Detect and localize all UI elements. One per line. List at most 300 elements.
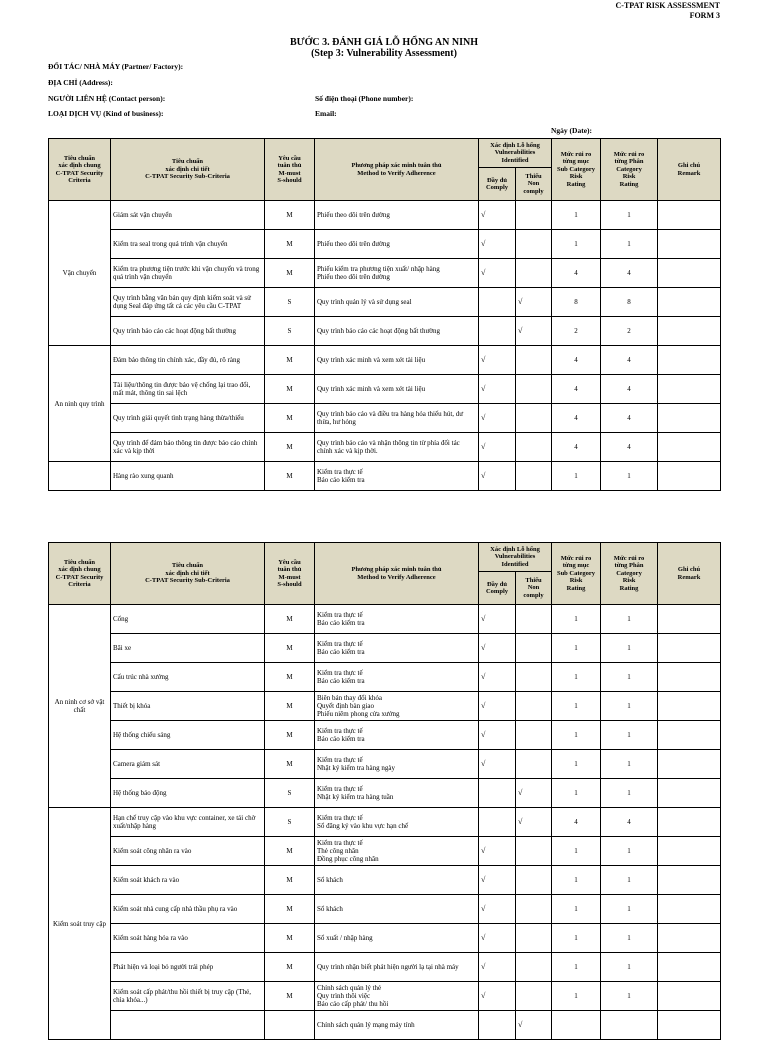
columns.sub_rating-line: Mức rủi ro <box>560 150 592 158</box>
method-cell <box>315 663 479 692</box>
comply-check-cell: √ <box>479 346 516 375</box>
col-comply-header <box>479 168 516 201</box>
table2.0.rows.4.method-line: Kiểm tra thực tế <box>317 727 363 735</box>
remark-cell <box>658 866 721 895</box>
columns.cat_rating-line: Risk <box>622 577 636 585</box>
comply-check-cell: √ <box>479 404 516 433</box>
columns.remark-line: Ghi chú <box>677 162 701 169</box>
table2.1.rows.1.method-line: Đồng phục công nhân <box>317 855 379 863</box>
table2.1.rows.3.sub-line: Kiểm soát nhà cung cấp nhà thầu phụ ra vào <box>113 905 238 913</box>
noncomply-check-cell <box>516 924 552 953</box>
method-cell <box>315 605 479 634</box>
remark-cell <box>658 779 721 808</box>
date-field-label: Ngày (Date): <box>551 126 593 135</box>
table2.0.rows.0.sub-line: Cổng <box>113 615 129 623</box>
columns.criteria-line: Criteria <box>68 581 91 588</box>
columns.cat_rating-line: Rating <box>619 180 639 188</box>
comply-check-cell: √ <box>479 433 516 462</box>
sub-rating-cell: 1 <box>552 982 601 1011</box>
subcriteria-cell <box>111 692 265 721</box>
sub-rating-cell: 1 <box>552 837 601 866</box>
columns.criteria-line: C-TPAT Security <box>55 169 104 177</box>
subcriteria-cell <box>111 634 265 663</box>
col-method-header <box>315 139 479 201</box>
columns.cat_rating-line: Rating <box>619 584 639 592</box>
table2.0.rows.0.method-line: Kiểm tra thực tế <box>317 611 363 619</box>
comply-check-cell: √ <box>479 866 516 895</box>
table-row <box>49 837 721 866</box>
form-header-title: C-TPAT RISK ASSESSMENT <box>615 1 720 10</box>
method-cell <box>315 837 479 866</box>
table1.1.rows.0.sub-line: Đảm bảo thông tin chính xác, đầy đủ, rõ ràng <box>113 356 240 364</box>
page-title-en: (Step 3: Vulnerability Assessment) <box>311 48 457 59</box>
method-cell <box>315 634 479 663</box>
table2.1.rows.7.method-line: Chính sách quản lý mạng máy tính <box>317 1021 415 1029</box>
table1.1.rows.3.sub-line: Quy trình để đảm bảo thông tin được báo cáo chính <box>113 439 258 447</box>
col-method-header <box>315 543 479 605</box>
method-cell <box>315 779 479 808</box>
comply-check-cell: √ <box>479 259 516 288</box>
table2.0.rows.3.method-line: Phiếu niêm phong cửa xưởng <box>317 710 400 718</box>
subcriteria-cell <box>111 605 265 634</box>
col-noncomply-header <box>516 168 552 201</box>
columns.criteria-line: Tiêu chuẩn <box>63 558 96 566</box>
noncomply-check-cell: √ <box>516 288 552 317</box>
subcriteria-cell <box>111 433 265 462</box>
columns.cat_rating-line: từng Phân <box>614 562 644 570</box>
table-row <box>49 779 721 808</box>
columns.vuln-line: Xác định Lỗ hổng <box>490 545 540 553</box>
sub-rating-cell <box>552 1011 601 1040</box>
category-rating-cell: 1 <box>601 866 658 895</box>
columns.sub_rating-line: từng mục <box>562 158 590 166</box>
category-rating-cell: 1 <box>601 982 658 1011</box>
col-noncomply-header <box>516 572 552 605</box>
columns.sub_rating-line: Risk <box>569 577 583 585</box>
comply-check-cell: √ <box>479 663 516 692</box>
category-rating-cell <box>601 1011 658 1040</box>
table1.0.rows.0.method-line: Phiếu theo dõi trên đường <box>317 211 390 219</box>
method-cell <box>315 259 479 288</box>
requirement-cell: M <box>265 230 315 259</box>
columns.cat_rating-line: Risk <box>622 173 636 181</box>
columns.sub-line: xác định chi tiết <box>165 165 210 173</box>
table2.1.rows.6.sub-line: chìa khóa...) <box>113 996 148 1004</box>
table1.1.rows.3.sub-line: xác và kịp thời <box>113 447 155 455</box>
method-cell <box>315 895 479 924</box>
table-row <box>49 605 721 634</box>
remark-cell <box>658 462 721 491</box>
method-cell <box>315 317 479 346</box>
requirement-cell: M <box>265 259 315 288</box>
criteria-group-cell: An ninh cơ sở vật chất <box>49 605 111 808</box>
sub-rating-cell: 1 <box>552 462 601 491</box>
table-row <box>49 721 721 750</box>
method-cell <box>315 433 479 462</box>
subcriteria-cell <box>111 895 265 924</box>
table-row <box>49 634 721 663</box>
table-row <box>49 375 721 404</box>
category-rating-cell: 4 <box>601 808 658 837</box>
table1.0.rows.2.sub-line: Kiểm tra phương tiện trước khi vận chuyển và trong <box>113 265 260 273</box>
table-row <box>49 924 721 953</box>
table2.1.rows.1.sub-line: Kiểm soát công nhân ra vào <box>113 847 192 855</box>
table2.0.rows.6.method-line: Kiểm tra thực tế <box>317 785 363 793</box>
category-rating-cell: 1 <box>601 605 658 634</box>
table-row <box>49 259 721 288</box>
subcriteria-cell <box>111 346 265 375</box>
col-subcriteria-header <box>111 543 265 605</box>
remark-cell <box>658 433 721 462</box>
columns.noncomply-line: Thiếu <box>525 172 542 180</box>
table1.0.rows.4.method-line: Quy trình báo cáo các hoạt động bất thường <box>317 327 440 335</box>
table1.0.rows.2.sub-line: quá trình vận chuyển <box>113 273 172 281</box>
columns.cat_rating-line: Category <box>616 165 642 173</box>
method-cell <box>315 721 479 750</box>
requirement-cell: M <box>265 866 315 895</box>
table2.0.rows.3.method-line: Quyết định bàn giao <box>317 702 374 710</box>
remark-cell <box>658 259 721 288</box>
remark-cell <box>658 605 721 634</box>
table1.1.rows.2.method-line: thừa, hư hỏng <box>317 418 356 426</box>
remark-cell <box>658 634 721 663</box>
noncomply-check-cell <box>516 982 552 1011</box>
noncomply-check-cell <box>516 692 552 721</box>
noncomply-check-cell <box>516 605 552 634</box>
requirement-cell: M <box>265 953 315 982</box>
form-header <box>616 1 720 21</box>
columns.comply-line: Đầy đủ <box>486 176 508 184</box>
method-cell <box>315 346 479 375</box>
table-row <box>49 808 721 837</box>
category-rating-cell: 4 <box>601 404 658 433</box>
columns.remark-line: Remark <box>677 573 701 581</box>
columns.sub_rating-line: Sub Category <box>556 165 596 173</box>
remark-cell <box>658 721 721 750</box>
columns.method-line: Method to Verify Adherence <box>357 573 436 581</box>
subcriteria-cell <box>111 721 265 750</box>
subcriteria-cell <box>111 779 265 808</box>
col-category-rating-header <box>601 139 658 201</box>
columns.sub-line: C-TPAT Security Sub-Criteria <box>145 577 230 585</box>
columns.method-line: Phương pháp xác minh tuân thủ <box>351 162 442 169</box>
comply-check-cell <box>479 808 516 837</box>
sub-rating-cell: 4 <box>552 404 601 433</box>
noncomply-check-cell <box>516 230 552 259</box>
requirement-cell: M <box>265 982 315 1011</box>
category-rating-cell: 4 <box>601 346 658 375</box>
table1.1.rows.2.sub-line: Quy trình giải quyết tình trạng hàng thừa/thiếu <box>113 414 244 422</box>
table1.0.rows.2.method-line: Phiếu kiểm tra phương tiện xuất/ nhập hàng <box>317 265 440 273</box>
remark-cell <box>658 404 721 433</box>
columns.noncomply-line: comply <box>523 591 544 599</box>
requirement-cell: M <box>265 404 315 433</box>
criteria-group-cell: Kiểm soát truy cập <box>49 808 111 1040</box>
table2.1.rows.3.method-line: Sổ khách <box>317 905 343 913</box>
columns.cat_rating-line: Mức rủi ro <box>613 554 645 562</box>
noncomply-check-cell <box>516 721 552 750</box>
method-cell <box>315 750 479 779</box>
sub-rating-cell: 4 <box>552 375 601 404</box>
table2.1.rows.0.sub-line: xuất/nhập hàng <box>113 822 156 830</box>
col-requirement-header <box>265 139 315 201</box>
phone-field-label: Số điện thoại (Phone number): <box>315 94 414 103</box>
table2.0.rows.6.method-line: Nhật ký kiểm tra hàng tuần <box>317 793 394 801</box>
criteria-group-cell <box>49 462 111 491</box>
table2.0.rows.2.method-line: Báo cáo kiểm tra <box>317 677 365 685</box>
columns.sub-line: Tiêu chuẩn <box>171 562 204 570</box>
columns.method-line: Phương pháp xác minh tuân thủ <box>351 566 442 573</box>
subcriteria-cell <box>111 866 265 895</box>
columns.req-line: S-should <box>277 177 302 184</box>
category-rating-cell: 1 <box>601 895 658 924</box>
criteria-group-cell: An ninh quy trình <box>49 346 111 462</box>
table2.1.rows.1.method-line: Kiểm tra thực tế <box>317 839 363 847</box>
noncomply-check-cell <box>516 866 552 895</box>
table2.1.rows.0.method-line: Kiểm tra thực tế <box>317 814 363 822</box>
columns.comply-line: Comply <box>485 588 509 595</box>
requirement-cell <box>265 1011 315 1040</box>
table-row <box>49 953 721 982</box>
table2.1.rows.4.sub-line: Kiểm soát hàng hóa ra vào <box>113 934 188 942</box>
sub-rating-cell: 1 <box>552 721 601 750</box>
remark-cell <box>658 924 721 953</box>
risk-table-2 <box>48 542 721 1040</box>
requirement-cell: M <box>265 750 315 779</box>
table1.0.rows.4.sub-line: Quy trình báo cáo các hoạt động bất thường <box>113 327 236 335</box>
col-requirement-header <box>265 543 315 605</box>
col-sub-rating-header <box>552 543 601 605</box>
requirement-cell: M <box>265 433 315 462</box>
remark-cell <box>658 982 721 1011</box>
subcriteria-cell <box>111 230 265 259</box>
category-rating-cell: 1 <box>601 837 658 866</box>
page-title-vn: BƯỚC 3. ĐÁNH GIÁ LỖ HỔNG AN NINH <box>290 37 478 48</box>
table1.1.rows.3.method-line: Quy trình báo cáo và nhận thông tin từ phía đối tác <box>317 439 460 447</box>
table-row <box>49 346 721 375</box>
table2.1.rows.6.sub-line: Kiểm soát cấp phát/thu hồi thiết bị truy cập (Thẻ, <box>113 988 252 996</box>
table2.0.rows.1.method-line: Kiểm tra thực tế <box>317 640 363 648</box>
table1.1.rows.2.method-line: Quy trình báo cáo và điều tra hàng hóa thiếu hút, dư <box>317 410 464 418</box>
columns.sub_rating-line: Rating <box>566 584 586 592</box>
table2.1.rows.5.sub-line: Phát hiện và loại bỏ người trái phép <box>113 963 214 971</box>
category-rating-cell: 4 <box>601 259 658 288</box>
table2.1.rows.6.method-line: Báo cáo cấp phát/ thu hồi <box>317 1000 389 1008</box>
noncomply-check-cell: √ <box>516 1011 552 1040</box>
category-rating-cell: 1 <box>601 201 658 230</box>
method-cell <box>315 462 479 491</box>
comply-check-cell <box>479 1011 516 1040</box>
columns.vuln-line: Vulnerabilities <box>494 149 536 157</box>
requirement-cell: S <box>265 288 315 317</box>
email-field-label: Email: <box>315 109 337 118</box>
category-rating-cell: 1 <box>601 750 658 779</box>
method-cell <box>315 692 479 721</box>
col-comply-header <box>479 572 516 605</box>
table-row <box>49 750 721 779</box>
table2.1.rows.1.method-line: Thẻ công nhân <box>317 847 359 855</box>
requirement-cell: M <box>265 346 315 375</box>
columns.criteria-line: C-TPAT Security <box>55 573 104 581</box>
method-cell <box>315 953 479 982</box>
address-field-label: ĐỊA CHỈ (Address): <box>48 78 113 87</box>
table-row <box>49 663 721 692</box>
noncomply-check-cell: √ <box>516 808 552 837</box>
columns.vuln-line: Xác định Lỗ hổng <box>490 141 540 149</box>
requirement-cell: M <box>265 375 315 404</box>
noncomply-check-cell <box>516 750 552 779</box>
sub-rating-cell: 4 <box>552 808 601 837</box>
method-cell <box>315 375 479 404</box>
table-row <box>49 1011 721 1040</box>
sub-rating-cell: 1 <box>552 605 601 634</box>
comply-check-cell: √ <box>479 462 516 491</box>
table-row <box>49 895 721 924</box>
remark-cell <box>658 346 721 375</box>
noncomply-check-cell <box>516 201 552 230</box>
columns.sub_rating-line: từng mục <box>562 562 590 570</box>
table1.2.rows.0.sub-line: Hàng rào xung quanh <box>113 472 174 480</box>
subcriteria-cell <box>111 750 265 779</box>
risk-table-1 <box>48 138 721 491</box>
columns.method-line: Method to Verify Adherence <box>357 169 436 177</box>
table1.0.rows.3.sub-line: dụng Seal đáp ứng tất cả các yêu cầu C-TPAT <box>113 302 242 310</box>
requirement-cell: S <box>265 317 315 346</box>
table1.2.rows.0.method-line: Kiểm tra thực tế <box>317 468 363 476</box>
table1.0.rows.1.sub-line: Kiểm tra seal trong quá trình vận chuyển <box>113 240 228 248</box>
table-row <box>49 433 721 462</box>
noncomply-check-cell <box>516 953 552 982</box>
requirement-cell: M <box>265 721 315 750</box>
requirement-cell: M <box>265 201 315 230</box>
comply-check-cell: √ <box>479 953 516 982</box>
sub-rating-cell: 1 <box>552 230 601 259</box>
category-rating-cell: 4 <box>601 375 658 404</box>
sub-rating-cell: 1 <box>552 692 601 721</box>
category-rating-cell: 1 <box>601 230 658 259</box>
noncomply-check-cell <box>516 895 552 924</box>
sub-rating-cell: 1 <box>552 663 601 692</box>
table2.0.rows.5.sub-line: Camera giám sát <box>113 760 161 768</box>
remark-cell <box>658 692 721 721</box>
table2.0.rows.3.sub-line: Thiết bị khóa <box>113 702 151 710</box>
columns.noncomply-line: comply <box>523 187 544 195</box>
noncomply-check-cell <box>516 462 552 491</box>
comply-check-cell: √ <box>479 982 516 1011</box>
method-cell <box>315 982 479 1011</box>
remark-cell <box>658 201 721 230</box>
comply-check-cell: √ <box>479 230 516 259</box>
sub-rating-cell: 1 <box>552 634 601 663</box>
col-vulnerability-header <box>479 543 552 572</box>
columns.criteria-line: Criteria <box>68 177 91 184</box>
category-rating-cell: 1 <box>601 462 658 491</box>
table-row <box>49 230 721 259</box>
subcriteria-cell <box>111 375 265 404</box>
columns.criteria-line: xác định chung <box>58 566 101 573</box>
comply-check-cell: √ <box>479 837 516 866</box>
method-cell <box>315 404 479 433</box>
columns.comply-line: Đầy đủ <box>486 580 508 588</box>
business-field-label: LOẠI DỊCH VỤ (Kind of business): <box>48 109 164 118</box>
table2.0.rows.5.method-line: Kiểm tra thực tế <box>317 756 363 764</box>
comply-check-cell: √ <box>479 750 516 779</box>
category-rating-cell: 2 <box>601 317 658 346</box>
sub-rating-cell: 1 <box>552 924 601 953</box>
columns.req-line: Yêu cầu <box>278 154 301 162</box>
category-rating-cell: 1 <box>601 924 658 953</box>
table2.0.rows.4.method-line: Báo cáo kiểm tra <box>317 735 365 743</box>
col-remark-header <box>658 543 721 605</box>
sub-rating-cell: 4 <box>552 433 601 462</box>
table2.0.rows.1.sub-line: Bãi xe <box>113 644 132 652</box>
noncomply-check-cell <box>516 663 552 692</box>
columns.noncomply-line: Non <box>527 584 540 592</box>
table-row <box>49 288 721 317</box>
remark-cell <box>658 1011 721 1040</box>
method-cell <box>315 924 479 953</box>
table-row <box>49 866 721 895</box>
category-rating-cell: 1 <box>601 779 658 808</box>
table-row <box>49 982 721 1011</box>
method-cell <box>315 1011 479 1040</box>
noncomply-check-cell <box>516 259 552 288</box>
columns.req-line: Yêu cầu <box>278 558 301 566</box>
noncomply-check-cell <box>516 634 552 663</box>
comply-check-cell: √ <box>479 895 516 924</box>
requirement-cell: M <box>265 895 315 924</box>
subcriteria-cell <box>111 404 265 433</box>
col-subcriteria-header <box>111 139 265 201</box>
remark-cell <box>658 375 721 404</box>
subcriteria-cell <box>111 462 265 491</box>
columns.req-line: S-should <box>277 581 302 588</box>
table-row <box>49 404 721 433</box>
table2.0.rows.1.method-line: Báo cáo kiểm tra <box>317 648 365 656</box>
columns.req-line: M-must <box>278 169 301 177</box>
table2.1.rows.2.sub-line: Kiểm soát khách ra vào <box>113 876 180 884</box>
table2.0.rows.0.method-line: Báo cáo kiểm tra <box>317 619 365 627</box>
noncomply-check-cell <box>516 346 552 375</box>
form-header-number: FORM 3 <box>689 11 720 20</box>
partner-field-label: ĐỐI TÁC/ NHÀ MÁY (Partner/ Factory): <box>48 62 184 71</box>
noncomply-check-cell: √ <box>516 779 552 808</box>
comply-check-cell: √ <box>479 634 516 663</box>
col-remark-header <box>658 139 721 201</box>
noncomply-check-cell <box>516 433 552 462</box>
comply-check-cell: √ <box>479 201 516 230</box>
col-criteria-header <box>49 139 111 201</box>
comply-check-cell: √ <box>479 924 516 953</box>
columns.vuln-line: Identified <box>501 156 529 164</box>
method-cell <box>315 201 479 230</box>
sub-rating-cell: 1 <box>552 750 601 779</box>
remark-cell <box>658 953 721 982</box>
columns.comply-line: Comply <box>485 184 509 191</box>
columns.remark-line: Ghi chú <box>677 566 701 573</box>
table1.0.rows.3.method-line: Quy trình quản lý và sử dụng seal <box>317 298 412 306</box>
category-rating-cell: 4 <box>601 433 658 462</box>
sub-rating-cell: 1 <box>552 895 601 924</box>
table1.1.rows.1.sub-line: mất mát, thông tin sai lệch <box>113 389 188 397</box>
remark-cell <box>658 895 721 924</box>
requirement-cell: M <box>265 663 315 692</box>
remark-cell <box>658 808 721 837</box>
sub-rating-cell: 1 <box>552 866 601 895</box>
table1.1.rows.1.sub-line: Tài liệu/thông tin được bảo vệ chống lại trao đổi, <box>113 381 251 389</box>
columns.sub-line: C-TPAT Security Sub-Criteria <box>145 173 230 181</box>
remark-cell <box>658 230 721 259</box>
